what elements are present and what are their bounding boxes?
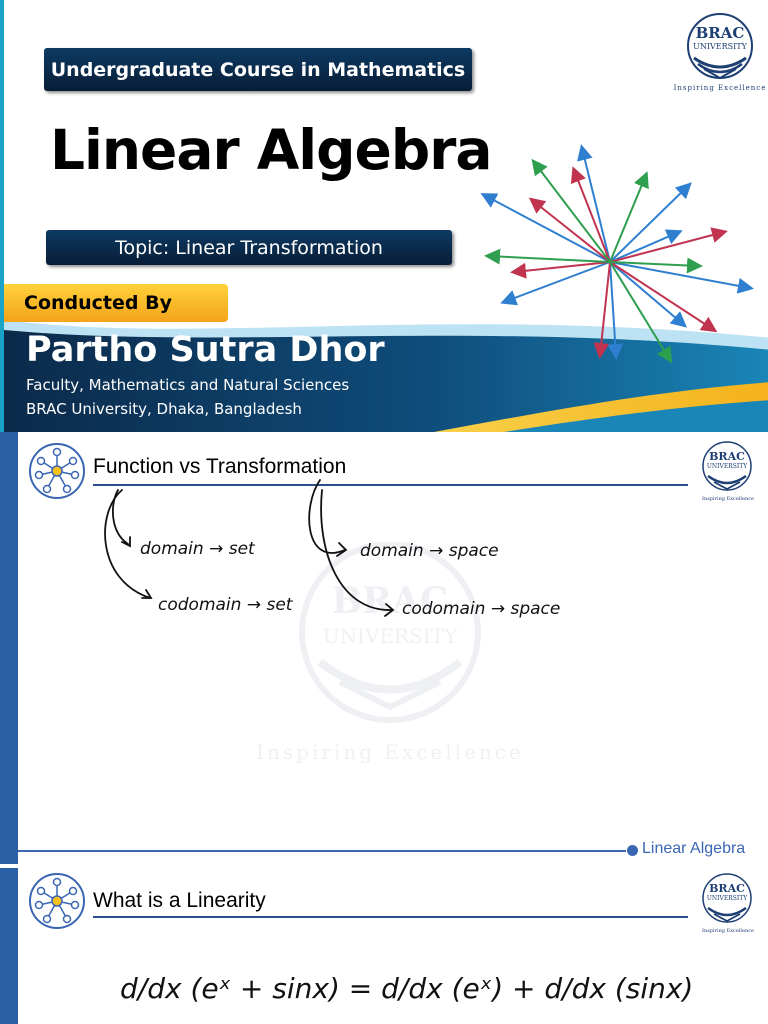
note-domain-set: domain → set — [140, 539, 255, 559]
logo-university: UNIVERSITY — [693, 42, 747, 51]
vector-burst-illustration — [474, 140, 764, 370]
title-underline — [93, 916, 688, 918]
logo-tagline: Inspiring Excellence — [702, 496, 754, 502]
watermark-tagline: Inspiring Excellence — [256, 740, 524, 764]
footer-course-label: Linear Algebra — [642, 840, 746, 857]
logo-brac: BRAC — [695, 24, 745, 42]
slide-left-accent — [0, 868, 18, 1024]
note-domain-space: domain → space — [360, 541, 499, 561]
logo-university: UNIVERSITY — [706, 463, 748, 470]
presenter-name: Partho Sutra Dhor — [26, 330, 385, 370]
course-title: Linear Algebra — [50, 118, 492, 182]
logo-tagline: Inspiring Excellence — [702, 928, 754, 934]
watermark-university: UNIVERSITY — [322, 624, 458, 648]
watermark-brac: BRAC — [331, 580, 449, 622]
footer-dot — [627, 845, 638, 856]
logo-brac: BRAC — [709, 882, 745, 895]
logo-brac: BRAC — [709, 450, 745, 463]
topic-label: Topic: Linear Transformation — [46, 230, 452, 265]
brac-logo — [673, 8, 768, 96]
title-slide — [0, 0, 768, 432]
logo-tagline: Inspiring Excellence — [673, 84, 767, 92]
note-codomain-space: codomain → space — [402, 599, 561, 619]
slide-title: What is a Linearity — [93, 889, 266, 912]
handwritten-notes — [0, 432, 768, 864]
linearity-slide — [0, 868, 768, 1024]
presenter-affiliation: Faculty, Mathematics and Natural Sciences — [26, 376, 350, 394]
footer-rule — [18, 850, 626, 852]
linearity-equation: d/dx (eˣ + sinx) = d/dx (eˣ) + d/dx (sinx) — [120, 972, 694, 1005]
slide-title: Function vs Transformation — [93, 455, 347, 478]
conducted-by-label: Conducted By — [4, 284, 228, 322]
function-vs-transformation-slide — [0, 432, 768, 864]
course-label: Undergraduate Course in Mathematics — [44, 48, 472, 91]
logo-university: UNIVERSITY — [706, 895, 748, 902]
note-codomain-set: codomain → set — [158, 595, 293, 615]
presenter-institution: BRAC University, Dhaka, Bangladesh — [26, 400, 302, 418]
brac-logo-emblem — [676, 8, 768, 96]
brac-logo-small — [694, 870, 762, 938]
network-hub-icon — [28, 872, 86, 930]
